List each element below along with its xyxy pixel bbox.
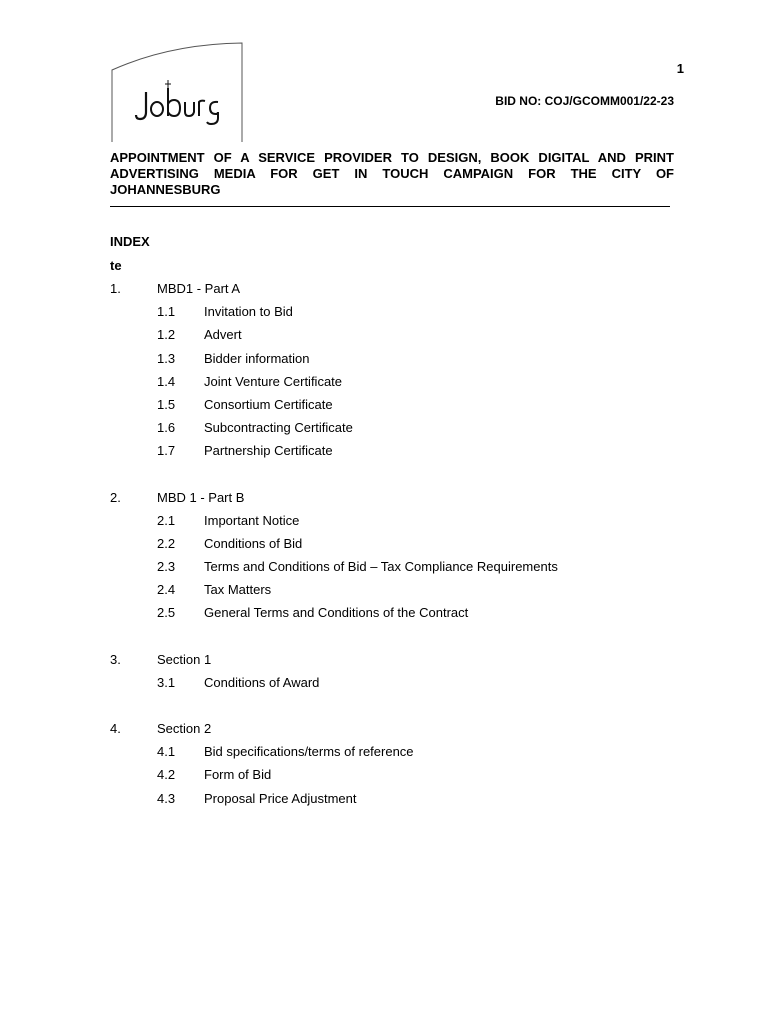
te-label: te	[110, 258, 122, 273]
section-number: 1.	[110, 281, 121, 296]
item-label: Form of Bid	[204, 767, 272, 783]
toc-item	[110, 304, 670, 327]
item-number: 1.4	[157, 373, 176, 389]
item-label: Terms and Conditions of Bid – Tax Compliance Requirements	[204, 559, 558, 575]
item-label: Partnership Certificate	[204, 443, 333, 459]
section-number: 2.	[110, 489, 121, 505]
item-label: Invitation to Bid	[204, 304, 293, 320]
toc-item	[110, 443, 670, 466]
table-of-contents	[110, 281, 670, 837]
item-label: Tax Matters	[204, 582, 272, 598]
index-heading: INDEX	[110, 234, 150, 249]
item-label: Conditions of Bid	[204, 535, 303, 551]
joburg-logo	[110, 42, 244, 142]
item-label: Bid specifications/terms of reference	[204, 744, 414, 760]
toc-item	[110, 744, 670, 767]
item-label: Advert	[204, 327, 242, 343]
item-number: 2.2	[157, 535, 176, 551]
toc-section-row	[110, 490, 670, 513]
toc-section	[110, 281, 670, 467]
item-number: 4.1	[157, 744, 176, 760]
item-number: 1.7	[157, 443, 176, 459]
toc-section	[110, 721, 670, 814]
section-number: 3.	[110, 651, 121, 667]
toc-item	[110, 351, 670, 374]
item-number: 1.5	[157, 396, 176, 412]
section-title: Section 2	[157, 721, 212, 736]
toc-item	[110, 397, 670, 420]
item-number: 2.1	[157, 512, 176, 528]
item-number: 4.2	[157, 767, 176, 783]
item-label: Subcontracting Certificate	[204, 420, 353, 436]
toc-section	[110, 490, 670, 629]
toc-item	[110, 420, 670, 443]
toc-section-row	[110, 652, 670, 675]
toc-item	[110, 327, 670, 350]
item-label: Joint Venture Certificate	[204, 373, 343, 389]
document-title: APPOINTMENT OF A SERVICE PROVIDER TO DESIGN, BOOK DIGITAL AND PRINT ADVERTISING MEDIA FOR GET IN TOUCH CAMPAIGN FOR THE CITY OF JOHANNESBURG	[110, 150, 674, 197]
item-number: 4.3	[157, 790, 176, 806]
item-label: Consortium Certificate	[204, 396, 333, 412]
toc-item	[110, 605, 670, 628]
toc-section-row	[110, 721, 670, 744]
page-number: 1	[676, 61, 684, 76]
item-label: Important Notice	[204, 512, 300, 528]
item-number: 2.5	[157, 605, 176, 621]
item-number: 1.1	[157, 304, 176, 320]
item-number: 2.3	[157, 559, 176, 575]
toc-item	[110, 675, 670, 698]
toc-section	[110, 652, 670, 698]
item-number: 2.4	[157, 582, 176, 598]
section-title: MBD 1 - Part B	[157, 489, 245, 505]
toc-section-row	[110, 281, 670, 304]
section-title: Section 1	[157, 651, 212, 667]
item-number: 1.2	[157, 327, 176, 343]
toc-item	[110, 559, 670, 582]
item-label: General Terms and Conditions of the Contract	[204, 605, 469, 621]
item-label: Bidder information	[204, 350, 310, 366]
item-label: Conditions of Award	[204, 674, 320, 690]
toc-item	[110, 791, 670, 814]
bid-number: BID NO: COJ/GCOMM001/22-23	[495, 94, 674, 108]
title-divider	[110, 206, 670, 207]
toc-item	[110, 513, 670, 536]
section-number: 4.	[110, 721, 121, 736]
toc-item	[110, 582, 670, 605]
toc-item	[110, 767, 670, 790]
toc-item	[110, 374, 670, 397]
section-title: MBD1 - Part A	[157, 281, 241, 296]
item-number: 3.1	[157, 674, 176, 690]
toc-item	[110, 536, 670, 559]
item-label: Proposal Price Adjustment	[204, 790, 357, 806]
item-number: 1.6	[157, 420, 176, 436]
item-number: 1.3	[157, 350, 176, 366]
